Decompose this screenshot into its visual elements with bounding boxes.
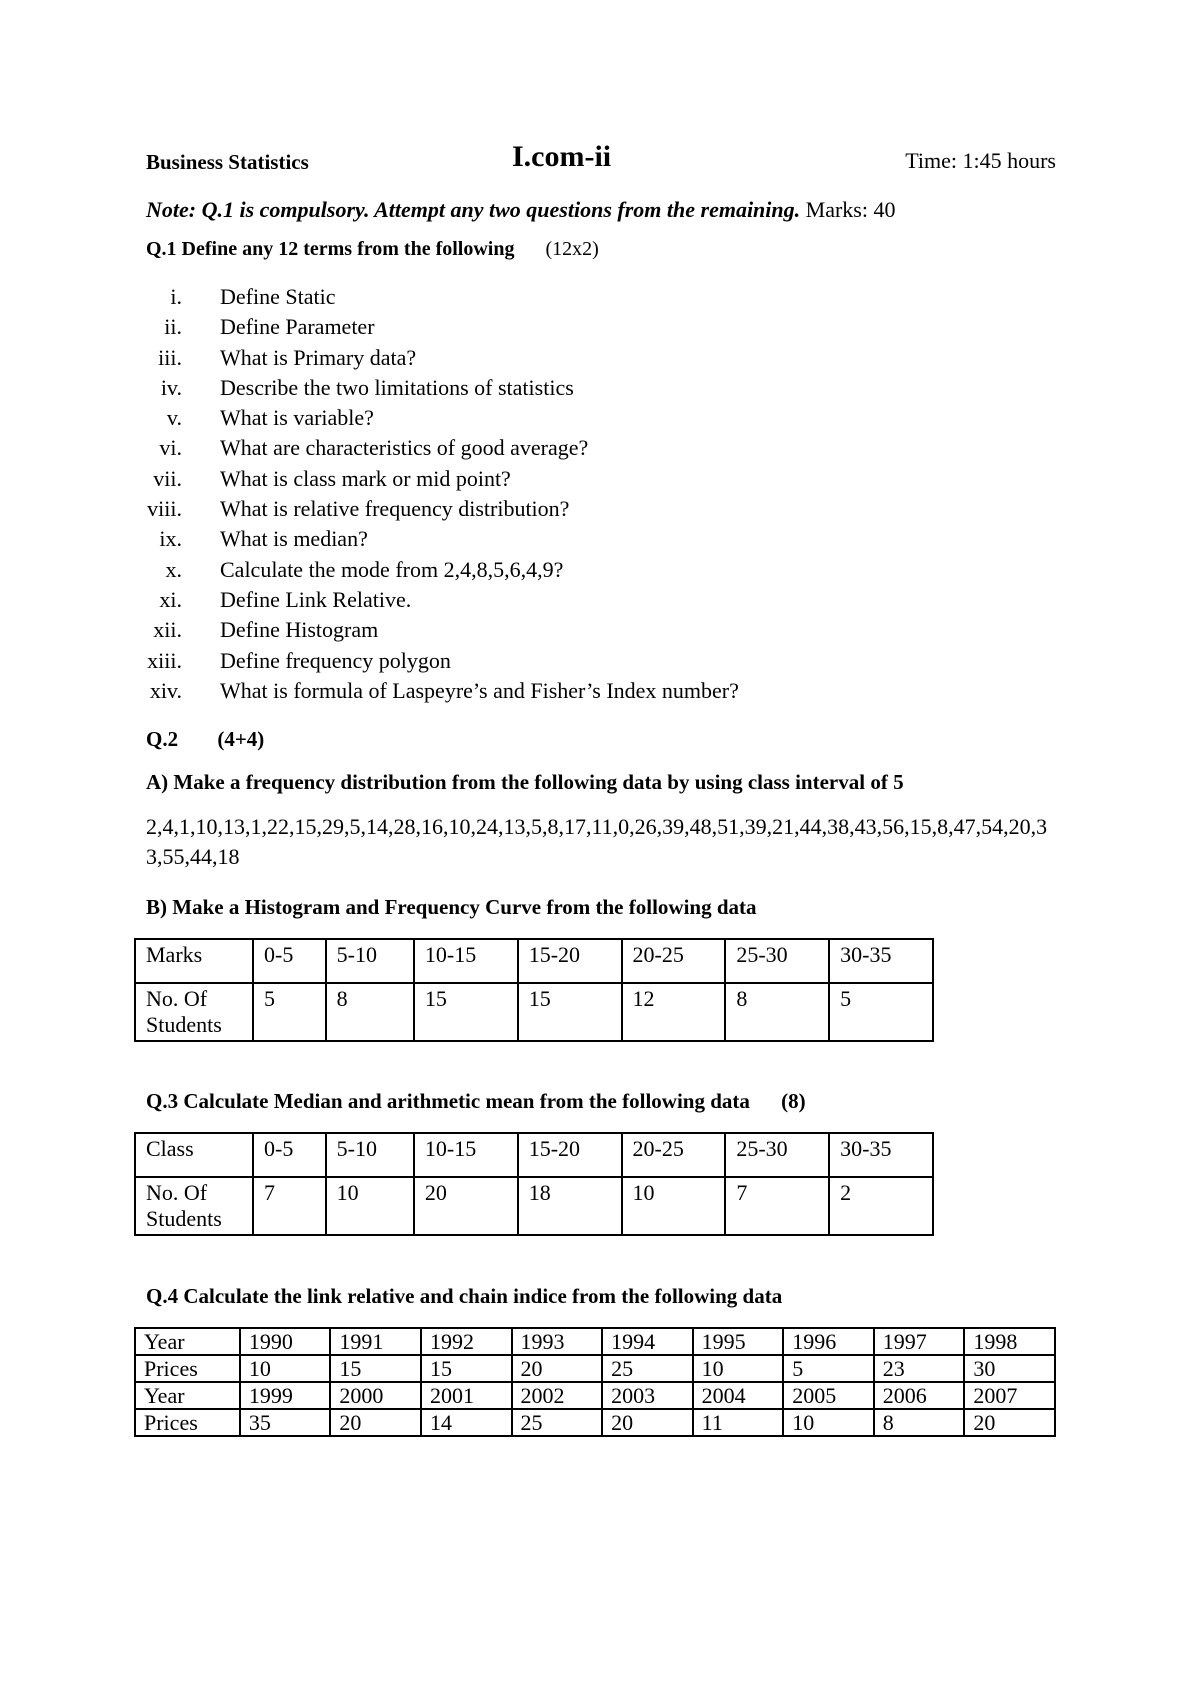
table-cell: 1990 — [240, 1328, 331, 1355]
table-cell: 20-25 — [622, 939, 726, 983]
q1-term-number: viii. — [147, 496, 182, 522]
q4-heading: Q.4 Calculate the link relative and chain indice from the following data — [146, 1284, 783, 1308]
table-cell: 35 — [240, 1409, 331, 1436]
table-cell: 30-35 — [829, 1133, 933, 1177]
table-cell: Marks — [135, 939, 253, 983]
table-cell: 2007 — [964, 1382, 1055, 1409]
q1-term-item — [130, 585, 950, 615]
q1-term-text: Define Histogram — [220, 617, 379, 643]
q1-term-text: Describe the two limitations of statistics — [220, 374, 574, 400]
table-row — [135, 1409, 1055, 1436]
subject-title: Business Statistics — [146, 150, 309, 174]
q1-term-text: What is Primary data? — [220, 344, 417, 370]
table-cell: 25 — [602, 1355, 693, 1382]
table-cell: 30 — [964, 1355, 1055, 1382]
q1-marks: (12x2) — [545, 238, 599, 260]
q1-term-text: What is variable? — [220, 405, 374, 431]
q1-term-list — [130, 282, 950, 706]
table-cell: 14 — [421, 1409, 512, 1436]
table-cell: 1995 — [693, 1328, 784, 1355]
table-cell: 8 — [874, 1409, 965, 1436]
table-cell: 15 — [414, 983, 518, 1041]
table-cell: 10-15 — [414, 1133, 518, 1177]
q1-term-text: Define frequency polygon — [220, 647, 451, 673]
table-cell: 20 — [964, 1409, 1055, 1436]
q1-term-number: xii. — [153, 617, 182, 643]
table-cell: 25-30 — [725, 1133, 829, 1177]
table-cell: 10 — [326, 1177, 414, 1235]
table-cell: 1993 — [512, 1328, 603, 1355]
table-cell: 2003 — [602, 1382, 693, 1409]
table-cell: 1999 — [240, 1382, 331, 1409]
table-row — [135, 1382, 1055, 1409]
table-cell: 20 — [414, 1177, 518, 1235]
exam-time: Time: 1:45 hours — [905, 148, 1056, 173]
q1-term-item — [130, 676, 950, 706]
table-cell: 0-5 — [253, 939, 326, 983]
q4-prices-table — [134, 1327, 1056, 1437]
note-text: Note: Q.1 is compulsory. Attempt any two questions from the remaining. — [146, 197, 801, 222]
table-cell: 5 — [783, 1355, 874, 1382]
q1-term-number: v. — [166, 405, 182, 431]
table-cell: Class — [135, 1133, 253, 1177]
table-row — [135, 1177, 933, 1235]
q1-term-number: ii. — [164, 314, 182, 340]
table-cell: 1991 — [330, 1328, 421, 1355]
q1-term-number: ix. — [159, 526, 182, 552]
table-cell: 10 — [622, 1177, 726, 1235]
table-row — [135, 983, 933, 1041]
q3-heading — [146, 1089, 806, 1114]
table-cell: 0-5 — [253, 1133, 326, 1177]
table-cell: 20 — [330, 1409, 421, 1436]
table-cell: 7 — [253, 1177, 326, 1235]
table-cell: 8 — [326, 983, 414, 1041]
table-cell: Year — [135, 1382, 240, 1409]
q1-term-item — [130, 464, 950, 494]
table-cell: Prices — [135, 1409, 240, 1436]
table-cell: 15 — [330, 1355, 421, 1382]
q1-term-number: vii. — [153, 465, 182, 491]
table-cell: 20 — [512, 1355, 603, 1382]
table-cell: Year — [135, 1328, 240, 1355]
table-cell: 12 — [622, 983, 726, 1041]
table-cell: 18 — [518, 1177, 622, 1235]
table-cell: 23 — [874, 1355, 965, 1382]
table-cell: 20 — [602, 1409, 693, 1436]
q2-heading — [146, 727, 264, 752]
table-cell: No. Of Students — [135, 1177, 253, 1235]
q3-class-table — [134, 1132, 934, 1236]
table-cell: 10 — [240, 1355, 331, 1382]
q3-title: Q.3 Calculate Median and arithmetic mean from the following data — [146, 1089, 750, 1113]
table-cell: 2005 — [783, 1382, 874, 1409]
q1-term-text: What is relative frequency distribution? — [220, 496, 570, 522]
table-cell: 1997 — [874, 1328, 965, 1355]
table-row — [135, 1328, 1055, 1355]
q2-part-a: A) Make a frequency distribution from the following data by using class interval of 5 — [146, 770, 904, 794]
table-cell: 2004 — [693, 1382, 784, 1409]
table-row — [135, 1133, 933, 1177]
q2-part-b: B) Make a Histogram and Frequency Curve from the following data — [146, 895, 757, 919]
table-cell: 20-25 — [622, 1133, 726, 1177]
table-cell: 15-20 — [518, 939, 622, 983]
table-cell: 2002 — [512, 1382, 603, 1409]
q2-title: Q.2 — [146, 727, 179, 751]
exam-header — [146, 140, 1056, 180]
q1-term-text: Define Parameter — [220, 314, 375, 340]
q1-term-text: Calculate the mode from 2,4,8,5,6,4,9? — [220, 556, 564, 582]
q1-term-text: What is class mark or mid point? — [220, 465, 511, 491]
table-cell: 1996 — [783, 1328, 874, 1355]
q1-term-item — [130, 555, 950, 585]
q1-term-number: xiii. — [147, 647, 182, 673]
course-title: I.com-ii — [512, 140, 612, 173]
table-cell: 5 — [253, 983, 326, 1041]
table-cell: 2001 — [421, 1382, 512, 1409]
q1-term-number: xi. — [159, 586, 182, 612]
table-cell: 15 — [518, 983, 622, 1041]
table-cell: 1994 — [602, 1328, 693, 1355]
q1-term-item — [130, 524, 950, 554]
table-cell: 11 — [693, 1409, 784, 1436]
q1-term-item — [130, 312, 950, 342]
table-cell: 25 — [512, 1409, 603, 1436]
q1-term-number: iii. — [158, 344, 182, 370]
q1-term-item — [130, 403, 950, 433]
q1-term-item — [130, 433, 950, 463]
table-cell: 10 — [783, 1409, 874, 1436]
table-cell: 10 — [693, 1355, 784, 1382]
table-cell: Prices — [135, 1355, 240, 1382]
q1-term-text: Define Link Relative. — [220, 586, 412, 612]
q1-term-item — [130, 282, 950, 312]
q2-marks-table — [134, 938, 934, 1042]
table-cell: No. Of Students — [135, 983, 253, 1041]
exam-note — [146, 197, 895, 223]
q1-term-number: vi. — [159, 435, 182, 461]
table-cell: 7 — [725, 1177, 829, 1235]
q1-term-text: What is median? — [220, 526, 368, 552]
q1-term-number: iv. — [160, 374, 182, 400]
q1-term-item — [130, 615, 950, 645]
table-cell: 5 — [829, 983, 933, 1041]
q1-term-number: i. — [170, 284, 182, 309]
table-row — [135, 939, 933, 983]
table-cell: 2 — [829, 1177, 933, 1235]
q1-term-item — [130, 494, 950, 524]
table-cell: 1998 — [964, 1328, 1055, 1355]
total-marks: Marks: 40 — [805, 197, 896, 222]
q1-term-text: What is formula of Laspeyre’s and Fisher’s Index number? — [220, 677, 739, 703]
q1-term-item — [130, 373, 950, 403]
q1-term-item — [130, 343, 950, 373]
table-cell: 10-15 — [414, 939, 518, 983]
q2-raw-data: 2,4,1,10,13,1,22,15,29,5,14,28,16,10,24,13,5,8,17,11,0,26,39,48,51,39,21,44,38,43,56,15,8,47,54,20,33,55,44,18 — [146, 814, 1048, 869]
table-cell: 5-10 — [326, 1133, 414, 1177]
table-cell: 25-30 — [725, 939, 829, 983]
table-cell: 1992 — [421, 1328, 512, 1355]
table-cell: 5-10 — [326, 939, 414, 983]
table-cell: 2006 — [874, 1382, 965, 1409]
table-row — [135, 1355, 1055, 1382]
q2-marks: (4+4) — [217, 727, 265, 751]
table-cell: 30-35 — [829, 939, 933, 983]
q1-title: Q.1 Define any 12 terms from the following — [146, 238, 515, 260]
table-cell: 15-20 — [518, 1133, 622, 1177]
q1-heading — [146, 238, 599, 261]
q1-term-number: xiv. — [149, 677, 182, 703]
q1-term-text: Define Static — [220, 284, 336, 309]
q3-marks: (8) — [781, 1089, 806, 1113]
table-cell: 2000 — [330, 1382, 421, 1409]
q1-term-number: x. — [165, 556, 182, 582]
table-cell: 15 — [421, 1355, 512, 1382]
q1-term-item — [130, 646, 950, 676]
table-cell: 8 — [725, 983, 829, 1041]
q1-term-text: What are characteristics of good average? — [220, 435, 589, 461]
